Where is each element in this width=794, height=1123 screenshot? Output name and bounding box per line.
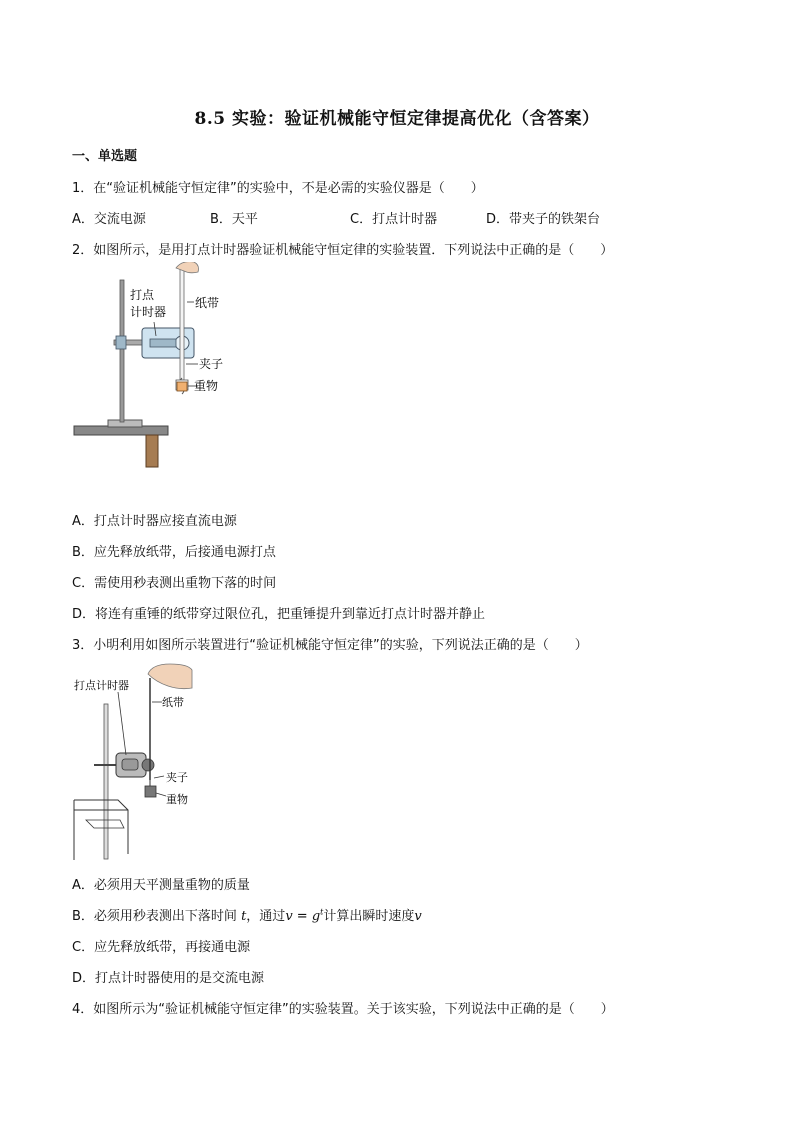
q3-option-b-mid: ，通过 bbox=[246, 909, 286, 924]
q3-option-c: C．应先释放纸带，再接通电源 bbox=[72, 940, 251, 955]
q1-option-b: B．天平 bbox=[210, 212, 258, 227]
q3-option-a: A．必须用天平测量重物的质量 bbox=[72, 878, 250, 893]
question-2-stem: 2．如图所示，是用打点计时器验证机械能守恒定律的实验装置．下列说法中正确的是（ ） bbox=[72, 243, 614, 258]
q2-option-d: D．将连有重锤的纸带穿过限位孔，把重锤提升到靠近打点计时器并静止 bbox=[72, 607, 486, 622]
question-1-stem: 1．在“验证机械能守恒定律”的实验中，不是必需的实验仪器是（ ） bbox=[72, 181, 484, 196]
q2-label-weight: 重物 bbox=[194, 379, 219, 393]
q3-option-b-prefix: B．必须用秒表测出下落时间 bbox=[72, 909, 242, 924]
q2-option-c: C．需使用秒表测出重物下落的时间 bbox=[72, 576, 277, 591]
q3-label-timer: 打点计时器 bbox=[74, 679, 129, 692]
q3-formula-g: g bbox=[311, 909, 321, 924]
section-heading: 一、单选题 bbox=[72, 149, 138, 164]
q2-label-clip: 夹子 bbox=[199, 357, 224, 371]
q1-option-c: C．打点计时器 bbox=[350, 212, 438, 227]
page-title: 8.5 实验：验证机械能守恒定律提高优化（含答案） bbox=[194, 109, 600, 129]
q2-apparatus-figure bbox=[70, 262, 240, 472]
q3-option-b-t: t bbox=[241, 909, 247, 924]
q3-label-tape: 纸带 bbox=[162, 696, 184, 709]
q3-option-b bbox=[72, 905, 422, 924]
q2-label-tape: 纸带 bbox=[195, 296, 220, 310]
q2-label-timer-line2: 计时器 bbox=[130, 305, 167, 319]
q2-option-b: B．应先释放纸带，后接通电源打点 bbox=[72, 545, 276, 560]
q3-formula-eq: = bbox=[292, 909, 312, 924]
q3-option-b-post: 计算出瞬时速度 bbox=[323, 909, 415, 924]
q3-option-b-v: v bbox=[414, 909, 422, 924]
q3-formula-v: v bbox=[285, 909, 293, 924]
q2-label-timer-line1: 打点 bbox=[130, 288, 155, 302]
question-4-stem: 4．如图所示为“验证机械能守恒定律”的实验装置。关于该实验，下列说法中正确的是（ ） bbox=[72, 1002, 614, 1017]
q3-apparatus-figure bbox=[70, 660, 220, 865]
q3-label-clip: 夹子 bbox=[166, 771, 188, 784]
q3-label-weight: 重物 bbox=[166, 793, 188, 806]
q1-option-d: D．带夹子的铁架台 bbox=[486, 212, 601, 227]
q1-option-a: A．交流电源 bbox=[72, 212, 146, 227]
question-3-stem: 3．小明利用如图所示装置进行“验证机械能守恒定律”的实验，下列说法正确的是（ ） bbox=[72, 638, 588, 653]
q3-option-d: D．打点计时器使用的是交流电源 bbox=[72, 971, 265, 986]
q2-option-a: A．打点计时器应接直流电源 bbox=[72, 514, 237, 529]
q3-formula-t: t bbox=[320, 907, 324, 917]
